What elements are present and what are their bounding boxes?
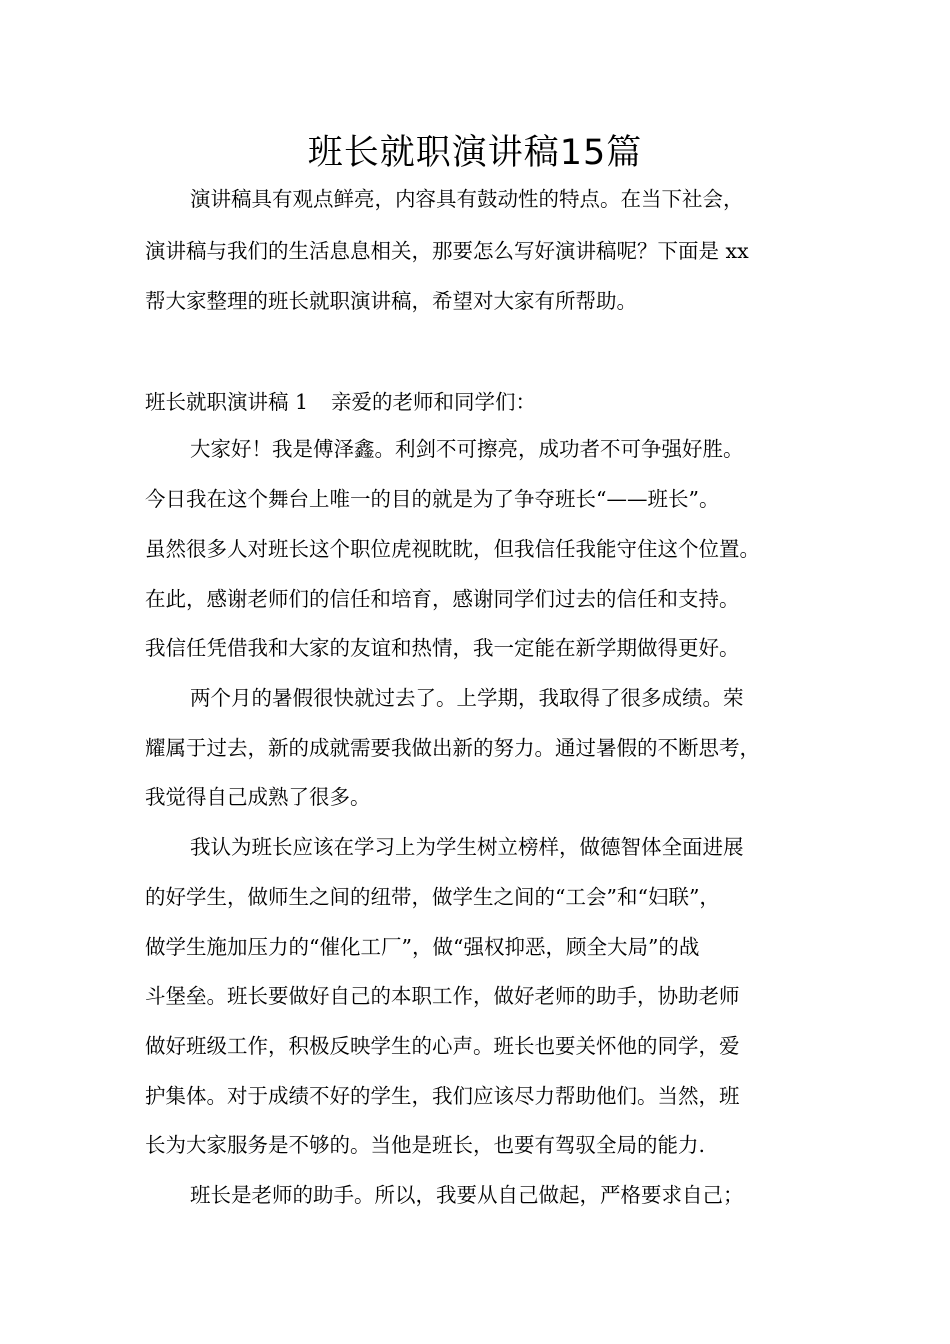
greeting: 亲爱的老师和同学们： bbox=[331, 390, 536, 414]
body-line: 斗堡垒。班长要做好自己的本职工作，做好老师的助手，协助老师 bbox=[145, 984, 740, 1008]
body-line: 班长是老师的助手。所以，我要从自己做起，严格要求自己； bbox=[190, 1183, 744, 1207]
body-line: 我认为班长应该在学习上为学生树立榜样，做德智体全面进展 bbox=[190, 835, 744, 859]
section-heading: 班长就职演讲稿 1 bbox=[145, 390, 309, 414]
intro-line: 演讲稿具有观点鲜亮，内容具有鼓动性的特点。在当下社会， bbox=[190, 187, 744, 211]
body-line: 大家好！我是傅泽鑫。利剑不可擦亮，成功者不可争强好胜。 bbox=[190, 437, 744, 461]
intro-line: 演讲稿与我们的生活息息相关，那要怎么写好演讲稿呢？下面是 xx bbox=[145, 239, 749, 263]
section-heading-row bbox=[145, 387, 536, 417]
body-line: 做学生施加压力的“催化工厂”，做“强权抑恶，顾全大局”的战 bbox=[145, 935, 700, 959]
body-line: 做好班级工作，积极反映学生的心声。班长也要关怀他的同学，爱 bbox=[145, 1034, 740, 1058]
body-line: 在此，感谢老师们的信任和培育，感谢同学们过去的信任和支持。 bbox=[145, 587, 740, 611]
body-line: 护集体。对于成绩不好的学生，我们应该尽力帮助他们。当然，班 bbox=[145, 1084, 740, 1108]
body-line: 的好学生，做师生之间的纽带，做学生之间的“工会”和“妇联”， bbox=[145, 885, 720, 909]
intro-line: 帮大家整理的班长就职演讲稿，希望对大家有所帮助。 bbox=[145, 289, 637, 313]
body-line: 今日我在这个舞台上唯一的目的就是为了争夺班长“——班长”。 bbox=[145, 487, 720, 511]
body-line: 虽然很多人对班长这个职位虎视眈眈，但我信任我能守住这个位置。 bbox=[145, 537, 760, 561]
body-line: 长为大家服务是不够的。当他是班长，也要有驾驭全局的能力. bbox=[145, 1133, 706, 1157]
body-line: 两个月的暑假很快就过去了。上学期，我取得了很多成绩。荣 bbox=[190, 686, 744, 710]
body-line: 我觉得自己成熟了很多。 bbox=[145, 785, 371, 809]
body-line: 我信任凭借我和大家的友谊和热情，我一定能在新学期做得更好。 bbox=[145, 636, 740, 660]
document-title: 班长就职演讲稿15篇 bbox=[307, 133, 643, 173]
body-line: 耀属于过去，新的成就需要我做出新的努力。通过暑假的不断思考， bbox=[145, 736, 760, 760]
